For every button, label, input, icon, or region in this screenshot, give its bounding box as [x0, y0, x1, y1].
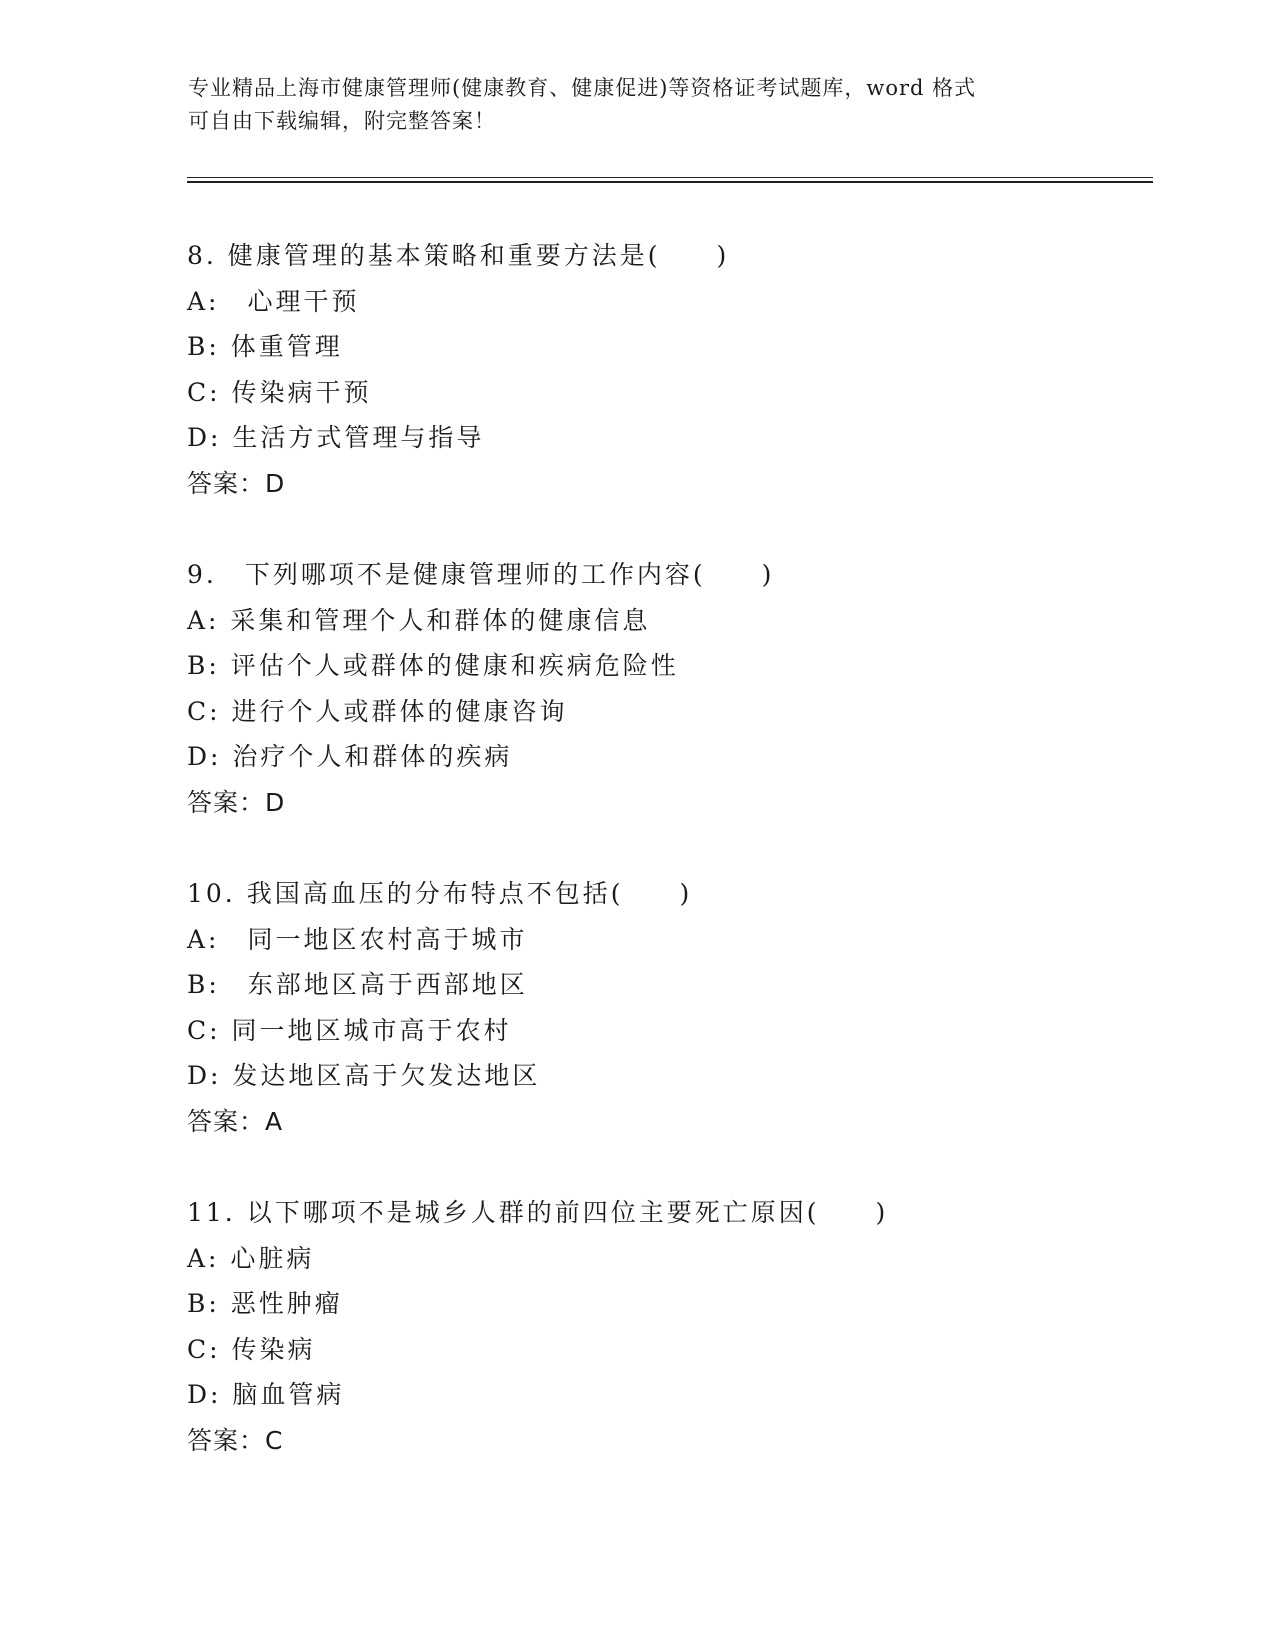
question-11 [187, 1190, 1147, 1463]
option-b: B: 评估个人或群体的健康和疾病危险性 [187, 651, 679, 680]
option-c: C: 传染病干预 [187, 377, 372, 407]
question-stem: 8. 健康管理的基本策略和重要方法是( ) [187, 241, 730, 270]
question-8 [187, 233, 1147, 506]
option-b: B: 东部地区高于西部地区 [187, 970, 528, 999]
page-header [188, 72, 1088, 138]
option-d: D: 生活方式管理与指导 [187, 423, 485, 452]
header-line-2: 可自由下载编辑，附完整答案！ [188, 109, 496, 133]
option-c: C: 传染病 [187, 1334, 316, 1364]
question-stem: 11. 以下哪项不是城乡人群的前四位主要死亡原因( ) [187, 1198, 889, 1227]
answer-line: 答案：D [187, 787, 286, 817]
question-9 [187, 552, 1147, 825]
question-list [187, 233, 1147, 1509]
option-b: B: 体重管理 [187, 332, 343, 361]
option-c: C: 同一地区城市高于农村 [187, 1015, 512, 1045]
question-stem: 10. 我国高血压的分布特点不包括( ) [187, 879, 693, 908]
question-stem: 9. 下列哪项不是健康管理师的工作内容( ) [187, 560, 775, 589]
option-a: A: 采集和管理个人和群体的健康信息 [187, 605, 651, 635]
option-a: A: 心脏病 [187, 1243, 315, 1273]
option-a: A: 同一地区农村高于城市 [187, 924, 528, 954]
option-d: D: 治疗个人和群体的疾病 [187, 742, 513, 771]
answer-line: 答案：C [187, 1425, 284, 1455]
option-a: A: 心理干预 [187, 286, 360, 316]
option-b: B: 恶性肿瘤 [187, 1289, 343, 1318]
question-10 [187, 871, 1147, 1144]
option-d: D: 脑血管病 [187, 1380, 345, 1409]
header-divider-thin [187, 177, 1153, 178]
header-line-1: 专业精品上海市健康管理师(健康教育、健康促进)等资格证考试题库，word 格式 [188, 76, 977, 100]
option-c: C: 进行个人或群体的健康咨询 [187, 696, 568, 726]
answer-line: 答案：A [187, 1106, 284, 1136]
answer-line: 答案：D [187, 468, 286, 498]
option-d: D: 发达地区高于欠发达地区 [187, 1061, 541, 1090]
header-divider-thick [187, 181, 1153, 183]
